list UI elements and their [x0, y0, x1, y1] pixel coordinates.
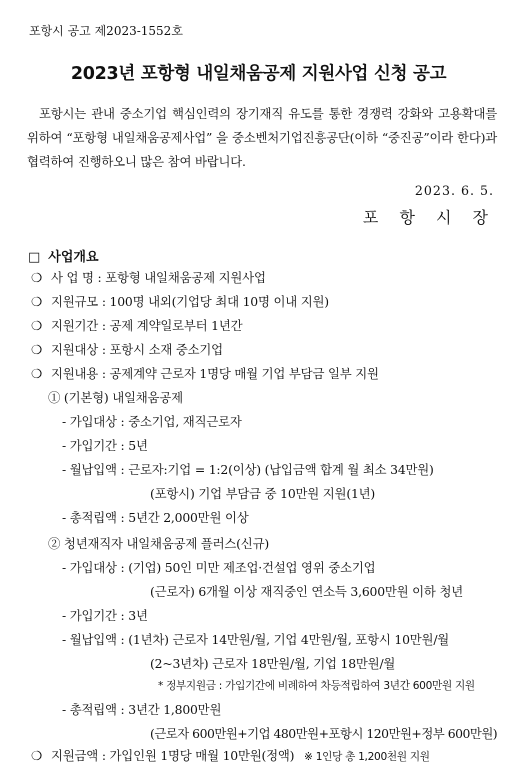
overview-text: 사 업 명 : 포항형 내일채움공제 지원사업: [51, 270, 266, 285]
page-title: 2023년 포항형 내일채움공제 지원사업 신청 공고: [70, 64, 447, 84]
plus-item: - 월납입액 : (1년차) 근로자 14만원/월, 기업 4만원/월, 포항시 10만원/월: [62, 632, 450, 647]
plus-item-continuation: (근로자 600만원+기업 480만원+포항시 120만원+정부 600만원): [150, 726, 498, 741]
circle-bullet-icon: ❍: [31, 342, 42, 357]
overview-item: [31, 316, 242, 334]
basic-heading: ① (기본형) 내일채움공제: [48, 390, 183, 405]
plus-item: - 총적립액 : 3년간 1,800만원: [62, 702, 222, 717]
funding-note: ※ 1인당 총 1,200천원 지원: [304, 751, 430, 763]
section-heading: [28, 246, 99, 265]
overview-text: 지원내용 : 공제계약 근로자 1명당 매월 기업 부담금 일부 지원: [51, 366, 379, 381]
overview-item: [31, 268, 266, 286]
basic-item: - 가입기간 : 5년: [62, 438, 148, 453]
circle-bullet-icon: ❍: [31, 748, 42, 763]
intro-paragraph: 포항시는 관내 중소기업 핵심인력의 장기재직 유도를 통한 경쟁력 강화와 고용확대를 위하여 “포항형 내일채움공제사업” 을 중소벤처기업진흥공단(이하 “중진공”이라 한다)과 협력하여 진행하오니 많은 참여 바랍니다.: [27, 106, 497, 169]
circle-bullet-icon: ❍: [31, 366, 42, 381]
notice-number: 포항시 공고 제2023-1552호: [29, 24, 183, 38]
circle-bullet-icon: ❍: [31, 270, 42, 285]
funding-text: 지원금액 : 가입인원 1명당 매월 10만원(정액): [51, 748, 295, 763]
plus-item: - 가입대상 : (기업) 50인 미만 제조업·건설업 영위 중소기업: [62, 560, 376, 575]
plus-item: - 가입기간 : 3년: [62, 608, 148, 623]
overview-text: 지원규모 : 100명 내외(기업당 최대 10명 이내 지원): [51, 294, 329, 309]
plus-note: * 정부지원금 : 가입기간에 비례하여 차등적립하여 3년간 600만원 지원: [158, 680, 475, 692]
plus-item-continuation: (2~3년차) 근로자 18만원/월, 기업 18만원/월: [150, 656, 396, 671]
section-title: 사업개요: [48, 250, 99, 265]
circle-bullet-icon: ❍: [31, 318, 42, 333]
basic-item: - 가입대상 : 중소기업, 재직근로자: [62, 414, 242, 429]
overview-item: [31, 340, 223, 358]
overview-item: [31, 364, 379, 382]
issuer-name: 포 항 시 장: [362, 208, 496, 227]
plus-item-continuation: (근로자) 6개월 이상 재직중인 연소득 3,600만원 이하 청년: [150, 584, 463, 599]
basic-item: - 월납입액 : 근로자:기업 = 1:2(이상) (납입금액 합계 월 최소 34만원): [62, 462, 434, 477]
circle-bullet-icon: ❍: [31, 294, 42, 309]
notice-date: 2023. 6. 5.: [414, 183, 494, 198]
overview-text: 지원대상 : 포항시 소재 중소기업: [51, 342, 223, 357]
overview-text: 지원기간 : 공제 계약일로부터 1년간: [51, 318, 243, 333]
basic-item: - 총적립액 : 5년간 2,000만원 이상: [62, 510, 249, 525]
basic-item-continuation: (포항시) 기업 부담금 중 10만원 지원(1년): [150, 486, 376, 501]
overview-item: [31, 292, 329, 310]
section-marker-icon: □: [28, 250, 41, 265]
plus-heading: ② 청년재직자 내일채움공제 플러스(신규): [48, 536, 269, 551]
